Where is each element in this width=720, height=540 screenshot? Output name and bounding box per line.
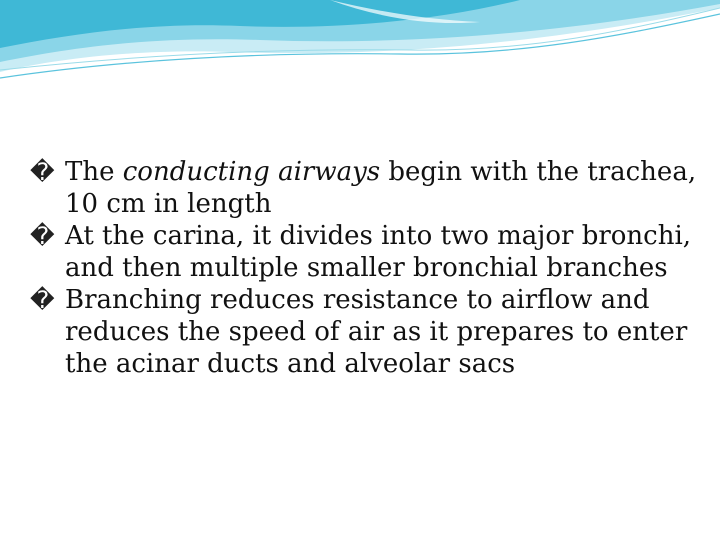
- bullet-text: At the carina, it divides into two major bronchi, and then multiple smaller bronchial branches: [65, 221, 692, 283]
- bullet-text-emphasis: conducting airways: [122, 157, 381, 187]
- bullet-text-after: begin with the trachea, 10 cm in length: [65, 157, 697, 219]
- bullet-glyph-icon: �: [30, 286, 55, 314]
- bullet-list: [30, 156, 700, 380]
- bullet-glyph-icon: �: [30, 158, 55, 186]
- header-wave-decoration: [0, 0, 720, 90]
- bullet-item: [30, 284, 700, 380]
- bullet-text-before: The: [65, 157, 123, 187]
- bullet-text: Branching reduces resistance to airflow and reduces the speed of air as it prepares to enter the acinar ducts and alveolar sacs: [65, 285, 688, 379]
- bullet-glyph-icon: �: [30, 222, 55, 250]
- bullet-item: [30, 156, 700, 220]
- bullet-item: [30, 220, 700, 284]
